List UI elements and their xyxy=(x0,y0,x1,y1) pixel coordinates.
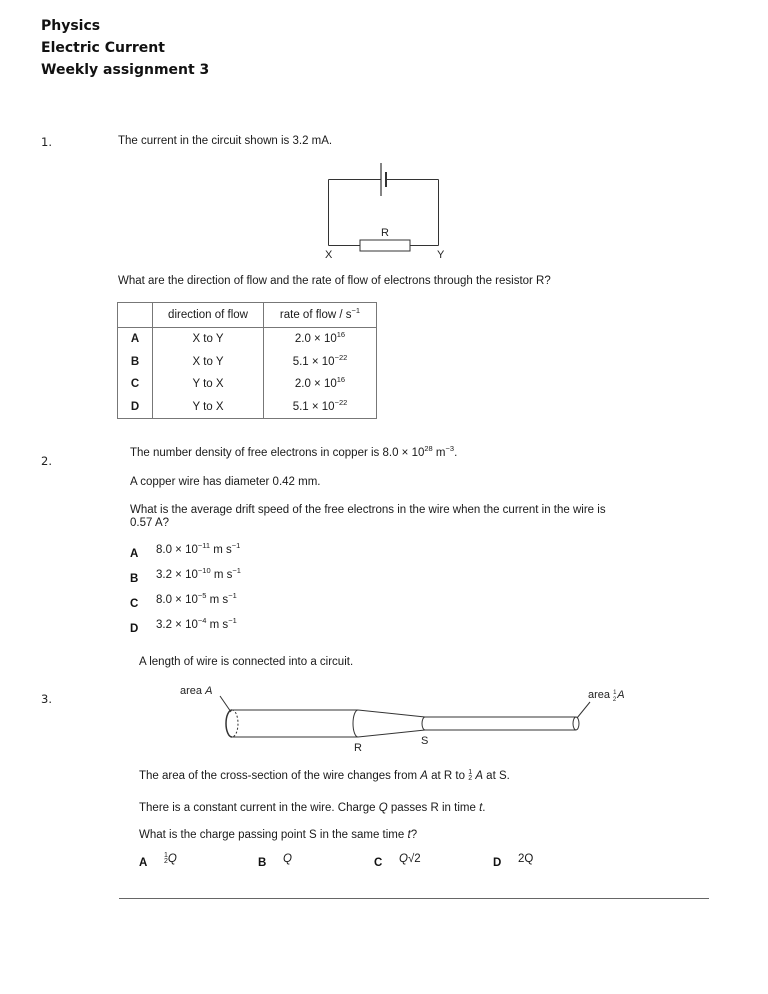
direction-cell: Y to X xyxy=(153,373,264,396)
wire-diagram xyxy=(170,680,650,760)
option-value: Q√2 xyxy=(399,853,421,865)
question-3-line-2: There is a constant current in the wire. Charge Q passes R in time t. xyxy=(139,802,486,814)
answer-table xyxy=(117,302,377,419)
point-r-label: R xyxy=(354,742,362,754)
question-2-line-3b: 0.57 A? xyxy=(130,517,170,529)
divider-line xyxy=(119,898,709,899)
option-letter: C xyxy=(118,373,153,396)
subject-title: Physics xyxy=(41,18,101,34)
option-letter: C xyxy=(130,598,139,610)
point-s-label: S xyxy=(421,735,429,747)
option-letter: D xyxy=(130,623,139,635)
table-row xyxy=(118,373,377,396)
option-value: $8.0 \times 10^{-11}$ m $s^{-1}$ xyxy=(156,541,241,556)
sqrt-two: √2 xyxy=(407,853,421,865)
question-3-option-d[interactable] xyxy=(493,853,534,871)
direction-cell: Y to X xyxy=(153,396,264,419)
option-letter: A xyxy=(130,548,139,560)
option-letter: B xyxy=(130,573,139,585)
option-letter: B xyxy=(118,351,153,374)
question-3-number: 3. xyxy=(41,692,52,706)
question-2-number: 2. xyxy=(41,454,52,468)
point-x-label: X xyxy=(325,249,333,261)
option-letter: B xyxy=(258,857,267,869)
question-2-option-a[interactable] xyxy=(130,541,241,562)
option-value: 1 2 Q xyxy=(164,852,177,865)
option-value: $3.2 \times 10^{-10}$ m $s^{-1}$ xyxy=(156,566,241,581)
question-2-line-3a: What is the average drift speed of the free electrons in the wire when the current in the wire is xyxy=(130,504,606,516)
question-3-option-a[interactable] xyxy=(139,852,177,871)
rate-cell: $5.1 \times 10^{-22}$ xyxy=(264,396,377,419)
resistor-label: R xyxy=(381,227,389,239)
assignment-title: Weekly assignment 3 xyxy=(41,62,210,78)
question-2-line-1: The number density of free electrons in copper is $8.0 \times 10^{28}$ $m^{-3}$. xyxy=(130,444,458,459)
question-2-option-b[interactable] xyxy=(130,566,241,587)
question-3-line-3: What is the charge passing point S in the same time t? xyxy=(139,829,418,841)
point-y-label: Y xyxy=(437,249,445,261)
option-value: 2Q xyxy=(518,853,534,865)
topic-title: Electric Current xyxy=(41,40,165,56)
option-letter: A xyxy=(139,857,148,869)
table-header-rate: rate of flow / $s^{-1}$ xyxy=(264,303,377,328)
question-3-option-b[interactable] xyxy=(258,853,292,871)
option-letter: D xyxy=(493,857,502,869)
question-3-option-c[interactable] xyxy=(374,853,421,871)
table-header-blank xyxy=(118,303,153,328)
rate-cell: $2.0 \times 10^{16}$ xyxy=(264,328,377,351)
option-letter: D xyxy=(118,396,153,419)
question-1-stem: The current in the circuit shown is 3.2 mA. xyxy=(118,135,333,147)
question-3-line-1: The area of the cross-section of the wire changes from A at R to 1 2 A at S. xyxy=(139,769,510,782)
question-2-option-d[interactable] xyxy=(130,616,237,637)
question-2-line-2: A copper wire has diameter 0.42 mm. xyxy=(130,476,321,488)
direction-cell: X to Y xyxy=(153,351,264,374)
option-letter: A xyxy=(118,328,153,351)
question-1-number: 1. xyxy=(41,135,52,149)
half-fraction: 1 2 xyxy=(468,769,473,782)
table-row xyxy=(118,328,377,351)
table-header-direction: direction of flow xyxy=(153,303,264,328)
table-row xyxy=(118,396,377,419)
rate-cell: $5.1 \times 10^{-22}$ xyxy=(264,351,377,374)
table-header-row xyxy=(118,303,377,328)
option-value: $8.0 \times 10^{-5}$ m $s^{-1}$ xyxy=(156,591,237,606)
rate-cell: $2.0 \times 10^{16}$ xyxy=(264,373,377,396)
question-2-option-c[interactable] xyxy=(130,591,237,612)
option-value: $3.2 \times 10^{-4}$ m $s^{-1}$ xyxy=(156,616,237,631)
area-a-label: area A xyxy=(180,685,213,697)
question-3-intro: A length of wire is connected into a circuit. xyxy=(139,656,354,668)
circuit-diagram xyxy=(320,160,460,265)
area-half-a-label: area $^1$ 2A xyxy=(588,689,625,703)
table-row xyxy=(118,351,377,374)
option-value: Q xyxy=(283,853,292,865)
option-letter: C xyxy=(374,857,383,869)
resistor xyxy=(360,240,410,251)
question-1-prompt: What are the direction of flow and the rate of flow of electrons through the resistor R? xyxy=(118,275,551,287)
direction-cell: X to Y xyxy=(153,328,264,351)
